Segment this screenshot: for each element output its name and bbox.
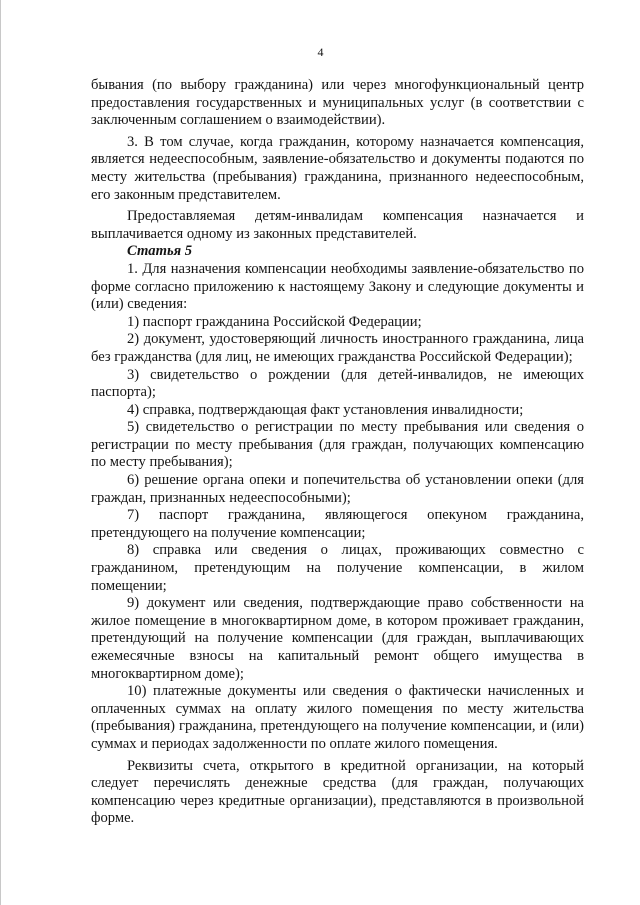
list-item: 10) платежные документы или сведения о фактически начисленных и оплаченных суммах на оплату жилого помещения по месту жительства (пребывания) гражданина, претендующего на получение компенсации, и (или) суммах и периодах задолженности по оплате жилого помещения. bbox=[91, 683, 584, 752]
list-item: 1) паспорт гражданина Российской Федерации; bbox=[127, 313, 422, 330]
list-item: 6) решение органа опеки и попечительства об установлении опеки (для граждан, признанных недееспособными); bbox=[91, 472, 584, 506]
list-item: 3) свидетельство о рождении (для детей-инвалидов, не имеющих паспорта); bbox=[91, 366, 584, 401]
list-item: 7) паспорт гражданина, являющегося опекуном гражданина, претендующего на получение компенсации; bbox=[91, 507, 584, 541]
paragraph-children-compensation: Предоставляемая детям-инвалидам компенсация назначается и выплачивается одному из законных представителей. bbox=[91, 208, 584, 242]
list-item: 2) документ, удостоверяющий личность иностранного гражданина, лица без гражданства (для лиц, не имеющих гражданства Российской Федерации); bbox=[91, 331, 584, 365]
paragraph-continuation: бывания (по выбору гражданина) или через многофункциональный центр предоставления государственных и муниципальных услуг (в соответствии с заключенным соглашением о взаимодействии). bbox=[91, 77, 584, 129]
document-body bbox=[91, 77, 584, 828]
article-closing: Реквизиты счета, открытого в кредитной организации, на который следует перечислять денежные средства (для граждан, получающих компенсацию через кредитные организации), представляются в произвольной форме. bbox=[91, 757, 584, 827]
page-number: 4 bbox=[317, 45, 324, 59]
paragraph-clause-3: 3. В том случае, когда гражданин, которому назначается компенсация, является недееспособным, заявление-обязательство и документы подаются по месту жительства (пребывания) гражданина, признанного недееспособным, его законным представителем. bbox=[91, 133, 584, 203]
article-intro: 1. Для назначения компенсации необходимы заявление-обязательство по форме согласно приложению к настоящему Закону и следующие документы и (или) сведения: bbox=[91, 260, 584, 313]
list-item: 9) документ или сведения, подтверждающие право собственности на жилое помещение в многоквартирном доме, в котором проживает гражданин, претендующий на получение компенсации (для граждан, выплачивающих ежемесячные взносы на капитальный ремонт общего имущества в многоквартирном доме); bbox=[91, 595, 584, 682]
list-item: 5) свидетельство о регистрации по месту пребывания или сведения о регистрации по месту пребывания (для граждан, получающих компенсацию по месту пребывания); bbox=[91, 419, 584, 471]
list-item: 8) справка или сведения о лицах, проживающих совместно с гражданином, претендующим на получение компенсации, в жилом помещении; bbox=[91, 542, 584, 594]
article-title: Статья 5 bbox=[127, 243, 193, 260]
list-item: 4) справка, подтверждающая факт установления инвалидности; bbox=[127, 401, 524, 418]
